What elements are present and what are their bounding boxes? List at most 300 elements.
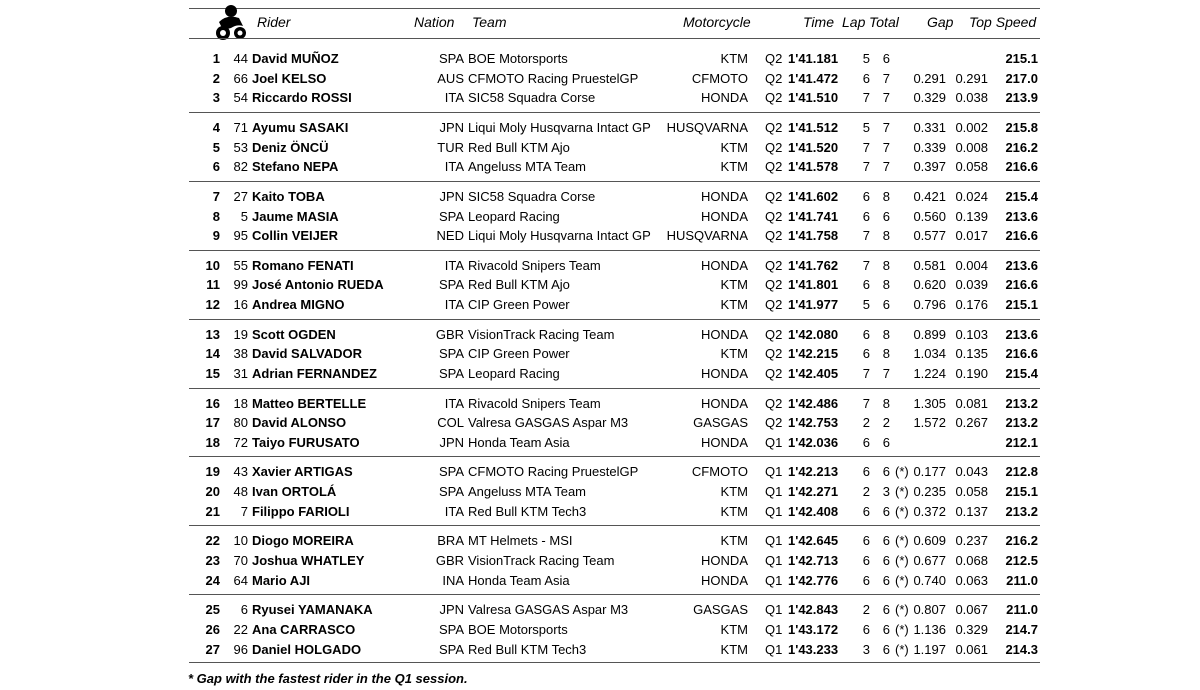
gap-first: 0.421 [913,189,946,204]
top-speed: 216.6 [1005,159,1038,174]
table-row [0,295,1200,315]
header-team: Team [472,14,507,30]
gap-first: 0.560 [913,209,946,224]
session: Q2 [765,277,783,292]
table-row [0,157,1200,177]
team-name: Liqui Moly Husqvarna Intact GP [468,228,651,243]
q1-marker: (*) [895,553,909,568]
session: Q1 [765,573,783,588]
position: 3 [212,90,220,105]
team-name: Rivacold Snipers Team [468,396,601,411]
gap-previous: 0.190 [955,366,988,381]
rider-number: 72 [233,435,248,450]
gap-first: 0.609 [913,533,946,548]
session: Q1 [765,484,783,499]
team-name: Valresa GASGAS Aspar M3 [468,415,629,430]
rider-number: 66 [233,71,248,86]
gap-previous: 0.039 [955,277,988,292]
motorcycle: KTM [720,533,748,548]
lap: 6 [862,573,870,588]
team-name: Honda Team Asia [468,435,570,450]
top-speed: 213.6 [1005,327,1038,342]
table-row [0,325,1200,345]
rider-name: Jaume MASIA [252,209,339,224]
nation: BRA [437,533,464,548]
lap: 7 [862,396,870,411]
table-row [0,551,1200,571]
rider-name: Joel KELSO [252,71,327,86]
header-lap: Lap [842,14,866,30]
q1-marker: (*) [895,533,909,548]
table-row [0,640,1200,660]
motorcycle: KTM [720,504,748,519]
gap-previous: 0.137 [955,504,988,519]
motorcycle: KTM [720,51,748,66]
gap-previous: 0.024 [955,189,988,204]
total-laps: 7 [882,366,890,381]
lap: 6 [862,464,870,479]
team-name: SIC58 Squadra Corse [468,90,596,105]
nation: ITA [444,159,464,174]
q1-marker: (*) [895,602,909,617]
total-laps: 8 [882,396,890,411]
position: 15 [205,366,220,381]
nation: JPN [439,602,464,617]
lap: 6 [862,71,870,86]
lap-time: 1'42.645 [788,533,839,548]
lap: 5 [862,51,870,66]
rider-number: 54 [233,90,248,105]
total-laps: 6 [882,533,890,548]
rider-number: 27 [233,189,248,204]
header-nation: Nation [414,14,455,30]
rider-name: David MUÑOZ [252,51,339,66]
position: 9 [212,228,220,243]
motorcycle: HONDA [701,366,748,381]
rider-number: 44 [233,51,248,66]
top-speed: 217.0 [1005,71,1038,86]
gap-first: 0.397 [913,159,946,174]
rider-name: Riccardo ROSSI [252,90,352,105]
motorcycle: KTM [720,297,748,312]
top-speed: 215.8 [1005,120,1038,135]
gap-previous: 0.017 [955,228,988,243]
nation: ITA [444,396,464,411]
rider-number: 70 [233,553,248,568]
table-row [0,413,1200,433]
top-speed: 215.1 [1005,297,1038,312]
nation: NED [436,228,464,243]
rider-number: 43 [233,464,248,479]
session: Q1 [765,553,783,568]
top-speed: 212.8 [1005,464,1038,479]
top-speed: 216.2 [1005,140,1038,155]
header-gap: Gap [927,14,954,30]
nation: ITA [444,90,464,105]
header-time: Time [803,14,834,30]
rider-name: David SALVADOR [252,346,363,361]
nation: JPN [439,435,464,450]
lap: 7 [862,366,870,381]
rider-name: Ivan ORTOLÁ [252,484,337,499]
team-name: VisionTrack Racing Team [468,327,615,342]
table-row [0,118,1200,138]
top-speed: 211.0 [1006,602,1038,617]
position: 10 [205,258,220,273]
nation: AUS [437,71,464,86]
motorcycle: KTM [720,642,748,657]
table-row [0,138,1200,158]
lap-time: 1'43.233 [788,642,839,657]
gap-first: 0.807 [913,602,946,617]
total-laps: 2 [882,415,890,430]
rider-name: Mario AJI [252,573,311,588]
gap-previous: 0.067 [955,602,988,617]
bottom-rule [189,662,1040,663]
session: Q2 [765,258,783,273]
lap-time: 1'41.520 [788,140,839,155]
gap-first: 0.581 [913,258,946,273]
table-row [0,256,1200,276]
motorcycle: HUSQVARNA [666,120,748,135]
gap-first: 0.740 [913,573,946,588]
position: 21 [205,504,220,519]
lap-time: 1'41.758 [788,228,839,243]
gap-previous: 0.139 [955,209,988,224]
team-name: CIP Green Power [468,297,570,312]
rider-number: 95 [233,228,248,243]
table-row [0,364,1200,384]
session: Q1 [765,602,783,617]
session: Q2 [765,90,783,105]
rider-name: Andrea MIGNO [252,297,345,312]
gap-first: 0.577 [913,228,946,243]
group-separator [189,456,1040,457]
rider-name: Filippo FARIOLI [252,504,350,519]
motorcycle: HONDA [701,573,748,588]
group-separator [189,319,1040,320]
session: Q1 [765,642,783,657]
header-total: Total [869,14,899,30]
position: 20 [205,484,220,499]
team-name: Honda Team Asia [468,573,570,588]
rider-name: Daniel HOLGADO [252,642,362,657]
rider-name: Stefano NEPA [252,159,339,174]
team-name: Red Bull KTM Ajo [468,277,570,292]
position: 4 [212,120,220,135]
total-laps: 6 [882,297,890,312]
total-laps: 8 [882,258,890,273]
gap-first: 1.197 [913,642,946,657]
motorcycle: GASGAS [693,602,748,617]
top-speed: 215.4 [1005,366,1038,381]
total-laps: 8 [882,327,890,342]
top-speed: 216.2 [1005,533,1038,548]
lap-time: 1'42.753 [788,415,839,430]
lap-time: 1'42.713 [788,553,839,568]
gap-previous: 0.063 [955,573,988,588]
team-name: Valresa GASGAS Aspar M3 [468,602,629,617]
rider-name: Joshua WHATLEY [252,553,365,568]
motorcycle: HONDA [701,90,748,105]
session: Q2 [765,140,783,155]
header-top-speed: Top Speed [969,14,1037,30]
rider-number: 99 [233,277,248,292]
nation: TUR [437,140,464,155]
team-name: BOE Motorsports [468,51,568,66]
position: 18 [205,435,220,450]
lap-time: 1'42.036 [788,435,839,450]
rider-name: Ayumu SASAKI [252,120,349,135]
top-speed: 216.6 [1005,346,1038,361]
lap-time: 1'42.486 [788,396,839,411]
session: Q2 [765,297,783,312]
session: Q2 [765,228,783,243]
position: 16 [205,396,220,411]
lap-time: 1'42.405 [788,366,839,381]
gap-first: 0.677 [913,553,946,568]
gap-previous: 0.291 [955,71,988,86]
position: 27 [205,642,220,657]
rider-number: 22 [233,622,248,637]
gap-previous: 0.068 [955,553,988,568]
gap-previous: 0.004 [955,258,988,273]
total-laps: 6 [882,622,890,637]
gap-first: 1.224 [913,366,946,381]
lap-time: 1'42.843 [788,602,839,617]
gap-first: 0.235 [913,484,946,499]
motorcycle-rider-icon [213,2,249,42]
table-row [0,502,1200,522]
gap-previous: 0.043 [955,464,988,479]
motorcycle: KTM [720,622,748,637]
session: Q2 [765,71,783,86]
nation: SPA [438,464,464,479]
motorcycle: KTM [720,159,748,174]
table-row [0,275,1200,295]
total-laps: 6 [882,51,890,66]
table-row [0,600,1200,620]
nation: SPA [438,642,464,657]
nation: INA [442,573,464,588]
gap-previous: 0.329 [955,622,988,637]
lap-time: 1'42.271 [788,484,839,499]
rider-number: 48 [233,484,248,499]
gap-first: 1.305 [913,396,946,411]
position: 22 [205,533,220,548]
rider-number: 80 [233,415,248,430]
team-name: CFMOTO Racing PruestelGP [468,464,639,479]
table-row [0,433,1200,453]
lap: 6 [862,435,870,450]
gap-previous: 0.103 [955,327,988,342]
gap-first: 0.620 [913,277,946,292]
header-rule [189,38,1040,39]
nation: GBR [435,553,464,568]
motorcycle: HONDA [701,553,748,568]
top-speed: 212.1 [1005,435,1038,450]
group-separator [189,181,1040,182]
motorcycle: HUSQVARNA [666,228,748,243]
top-speed: 215.1 [1005,51,1038,66]
lap: 3 [862,642,870,657]
gap-first: 0.329 [913,90,946,105]
top-speed: 213.2 [1005,415,1038,430]
gap-previous: 0.237 [955,533,988,548]
q1-marker: (*) [895,642,909,657]
total-laps: 6 [882,504,890,519]
motorcycle: HONDA [701,189,748,204]
group-separator [189,594,1040,595]
session: Q2 [765,120,783,135]
lap-time: 1'41.578 [788,159,839,174]
gap-first: 0.372 [913,504,946,519]
rider-name: Deniz ÖNCÜ [252,140,329,155]
rider-name: Kaito TOBA [252,189,325,204]
rider-number: 19 [233,327,248,342]
gap-first: 0.291 [913,71,946,86]
position: 17 [205,415,220,430]
top-speed: 213.6 [1005,258,1038,273]
lap-time: 1'42.213 [788,464,839,479]
top-speed: 212.5 [1005,553,1038,568]
rider-name: David ALONSO [252,415,347,430]
team-name: Angeluss MTA Team [468,484,587,499]
session: Q2 [765,366,783,381]
total-laps: 6 [882,573,890,588]
rider-number: 7 [240,504,248,519]
group-separator [189,388,1040,389]
team-name: BOE Motorsports [468,622,568,637]
team-name: SIC58 Squadra Corse [468,189,596,204]
q1-marker: (*) [895,622,909,637]
lap-time: 1'41.762 [788,258,839,273]
session: Q2 [765,327,783,342]
rider-name: Ryusei YAMANAKA [252,602,373,617]
top-speed: 216.6 [1005,228,1038,243]
total-laps: 7 [882,90,890,105]
group-separator [189,525,1040,526]
nation: SPA [438,209,464,224]
rider-number: 16 [233,297,248,312]
top-speed: 215.4 [1005,189,1038,204]
lap: 5 [862,297,870,312]
gap-previous: 0.135 [955,346,988,361]
table-row [0,571,1200,591]
table-row [0,531,1200,551]
position: 11 [206,277,220,292]
nation: COL [437,415,464,430]
lap: 7 [862,159,870,174]
table-row [0,88,1200,108]
rider-name: Adrian FERNANDEZ [252,366,377,381]
lap-time: 1'41.602 [788,189,839,204]
lap-time: 1'41.510 [788,90,839,105]
rider-number: 5 [240,209,248,224]
top-speed: 213.9 [1005,90,1038,105]
team-name: Leopard Racing [468,366,560,381]
gap-previous: 0.081 [955,396,988,411]
lap: 6 [862,209,870,224]
total-laps: 6 [882,553,890,568]
session: Q2 [765,209,783,224]
position: 14 [205,346,220,361]
team-name: Leopard Racing [468,209,560,224]
rider-name: Scott OGDEN [252,327,336,342]
team-name: Angeluss MTA Team [468,159,587,174]
team-name: MT Helmets - MSI [468,533,573,548]
rider-number: 6 [240,602,248,617]
total-laps: 7 [882,159,890,174]
session: Q1 [765,622,783,637]
team-name: Red Bull KTM Tech3 [468,642,587,657]
lap: 6 [862,189,870,204]
lap-time: 1'42.080 [788,327,839,342]
position: 1 [212,51,220,66]
session: Q2 [765,346,783,361]
rider-number: 71 [233,120,248,135]
rider-number: 31 [233,366,248,381]
session: Q1 [765,435,783,450]
session: Q2 [765,159,783,174]
motorcycle: HONDA [701,396,748,411]
total-laps: 3 [882,484,890,499]
lap: 7 [862,258,870,273]
total-laps: 6 [882,464,890,479]
position: 25 [205,602,220,617]
footnote: * Gap with the fastest rider in the Q1 session. [188,671,468,686]
group-separator [189,112,1040,113]
rider-number: 18 [233,396,248,411]
total-laps: 7 [882,120,890,135]
gap-first: 0.899 [913,327,946,342]
nation: JPN [439,120,464,135]
q1-marker: (*) [895,504,909,519]
position: 7 [212,189,220,204]
nation: SPA [438,51,464,66]
gap-previous: 0.002 [955,120,988,135]
nation: SPA [438,346,464,361]
lap-time: 1'43.172 [788,622,839,637]
team-name: Liqui Moly Husqvarna Intact GP [468,120,651,135]
lap: 7 [862,90,870,105]
total-laps: 7 [882,140,890,155]
nation: SPA [438,277,464,292]
session: Q2 [765,51,783,66]
gap-previous: 0.038 [955,90,988,105]
table-row [0,49,1200,69]
motorcycle: CFMOTO [691,71,748,86]
position: 24 [205,573,220,588]
rider-name: Diogo MOREIRA [252,533,354,548]
session: Q2 [765,396,783,411]
nation: SPA [438,366,464,381]
gap-previous: 0.176 [955,297,988,312]
lap: 6 [862,533,870,548]
nation: ITA [444,297,464,312]
session: Q1 [765,504,783,519]
nation: JPN [439,189,464,204]
nation: ITA [444,258,464,273]
header-rider: Rider [257,14,291,30]
top-speed: 214.7 [1005,622,1038,637]
gap-previous: 0.058 [955,484,988,499]
team-name: CFMOTO Racing PruestelGP [468,71,639,86]
position: 23 [205,553,220,568]
gap-previous: 0.058 [955,159,988,174]
lap-time: 1'41.977 [788,297,839,312]
rider-name: Matteo BERTELLE [252,396,367,411]
